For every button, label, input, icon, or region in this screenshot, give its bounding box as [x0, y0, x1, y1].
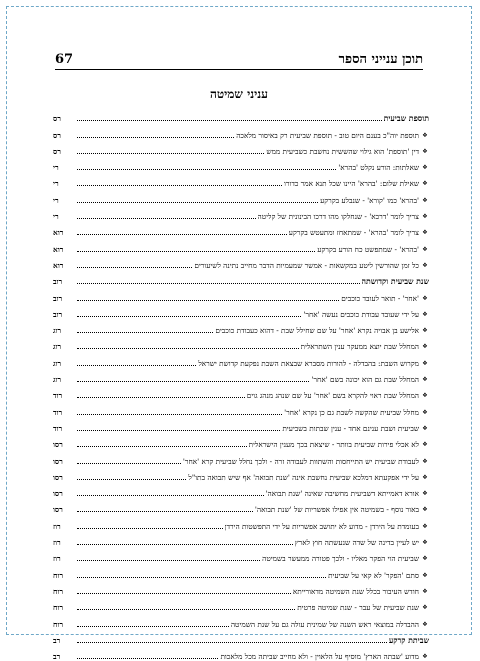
- toc-entry: [53, 596, 429, 612]
- toc-entry: [53, 123, 429, 139]
- toc-entry-text: המחלל שבת גם הוא יכונה בשם 'אחר': [311, 375, 419, 385]
- bullet-icon: ❖: [422, 620, 428, 628]
- toc-entry: [53, 563, 429, 579]
- page-number: 67: [55, 52, 74, 67]
- toc-entry: [53, 319, 429, 335]
- toc-entry-text: מקרוש השבת: בהבדלה - להורות מסברא שבצאת השבת נפקעת קדושת ישראל: [198, 358, 419, 368]
- bullet-icon: ❖: [422, 327, 428, 335]
- toc-entry-text: שנת שביעית של עבר - שנת שמיטה פרטית: [297, 603, 419, 613]
- toc-entry-text: צריך לומר 'בהרא' - שמתאחז ומתעטש בקרקע: [288, 228, 419, 238]
- toc-page-ref: רוד: [53, 407, 63, 417]
- toc-entry-text: באור נוסף - בשמיטה אין אפילו אפשריות של 'שנת תבואה': [254, 505, 419, 515]
- dot-leader: [77, 658, 218, 659]
- toc-entry-text: שנת שביעית וקדושתה: [361, 277, 429, 287]
- toc-page-ref: רי: [53, 179, 59, 189]
- dot-leader: [77, 300, 339, 301]
- toc-entry: [53, 400, 429, 416]
- table-of-contents: [53, 107, 429, 661]
- toc-page-ref: רסו: [53, 456, 63, 466]
- bullet-icon: ❖: [422, 343, 428, 351]
- toc-section-heading: [53, 629, 429, 645]
- toc-page-ref: רוח: [53, 603, 64, 613]
- toc-entry-text: ההבדלה במוצאי ראש השנה של שמינית עולה גם על שנת השמיטה: [230, 619, 419, 629]
- toc-entry: [53, 156, 429, 172]
- dot-leader: [77, 463, 181, 464]
- toc-entry: [53, 417, 429, 433]
- toc-page-ref: רב: [53, 652, 61, 661]
- page-header: [55, 49, 423, 70]
- toc-page-ref: רוג: [53, 358, 62, 368]
- toc-page-ref: רוא: [53, 228, 64, 238]
- toc-page-ref: רסו: [53, 505, 63, 515]
- toc-page-ref: רי: [53, 163, 59, 173]
- toc-entry: [53, 254, 429, 270]
- dot-leader: [77, 185, 282, 186]
- toc-entry: [53, 433, 429, 449]
- toc-page-ref: רי: [53, 195, 59, 205]
- dot-leader: [77, 251, 315, 252]
- toc-page-ref: רוג: [53, 326, 62, 336]
- toc-page-ref: רוב: [53, 277, 63, 287]
- bullet-icon: ❖: [422, 196, 428, 204]
- toc-entry-text: אורא דאמייתא דשביעית מחשיבה שאינה 'שנת תבואה': [265, 489, 419, 499]
- toc-page-ref: רב: [53, 635, 61, 645]
- bullet-icon: ❖: [422, 147, 428, 155]
- dot-leader: [77, 348, 299, 349]
- bullet-icon: ❖: [422, 180, 428, 188]
- toc-entry-text: סתם 'הפקר' לא קאי על שביעית: [328, 570, 419, 580]
- dot-leader: [77, 593, 291, 594]
- bullet-icon: ❖: [422, 229, 428, 237]
- bullet-icon: ❖: [422, 392, 428, 400]
- toc-entry-text: שאילת שלום: 'בהרא' היינו שכל תנא אמר כדורו: [284, 179, 419, 189]
- toc-page-ref: רוח: [53, 586, 64, 596]
- toc-entry: [53, 580, 429, 596]
- toc-entry: [53, 172, 429, 188]
- dot-leader: [77, 169, 336, 170]
- toc-entry-text: מדוע 'שבתה הארץ' מוסיף על הלאוין - ולא מחייב שביתה מכל מלאכות: [220, 652, 419, 661]
- dot-leader: [77, 381, 309, 382]
- toc-page-ref: רסו: [53, 472, 63, 482]
- toc-page-ref: רוב: [53, 293, 63, 303]
- dot-leader: [77, 153, 264, 154]
- toc-page-ref: רוח: [53, 619, 64, 629]
- toc-entry-text: המחלל שבת ראוי להקרא בשם 'אחר' על שם שנהג מנהג גוים: [246, 391, 419, 401]
- bullet-icon: ❖: [422, 131, 428, 139]
- toc-entry-text: 'אחר' - תואר לעובד כוכבים: [341, 293, 419, 303]
- toc-entry-text: על ידי אפקעתא דמלכא שביעית נחשבת אינה 'שנת תבואה' אף שיש תבואה בתו"ל: [188, 472, 419, 482]
- toc-entry: [53, 466, 429, 482]
- toc-section-heading: [53, 107, 429, 123]
- dot-leader: [77, 283, 360, 284]
- bullet-icon: ❖: [422, 261, 428, 269]
- dot-leader: [77, 267, 192, 268]
- bullet-icon: ❖: [422, 587, 428, 595]
- dot-leader: [77, 511, 253, 512]
- toc-entry-text: בעומדת על הירדן - מדוע לא יתושב אפשריות על ידי התפשטות הירדן: [224, 521, 419, 531]
- dot-leader: [77, 316, 301, 317]
- bullet-icon: ❖: [422, 555, 428, 563]
- page-frame: [6, 6, 472, 661]
- dot-leader: [77, 430, 280, 431]
- toc-entry: [53, 237, 429, 253]
- toc-entry-text: תוספת יוה"כ בענם היום טוב - תוספת שביעית רק באיסור מלאכה: [236, 130, 419, 140]
- toc-entry-text: לא אכלי פירות שביעית בוותר - שיצאת בכך מענין הישראלית: [248, 440, 419, 450]
- toc-entry-text: שביתת קרקע: [388, 635, 429, 645]
- toc-entry: [53, 140, 429, 156]
- toc-entry-text: אלישע בן אבויה נקרא 'אחר' על שם שחילל שבת - דהוא כעבודת כוכבים: [215, 326, 419, 336]
- bullet-icon: ❖: [422, 294, 428, 302]
- toc-page-ref: רוא: [53, 260, 64, 270]
- bullet-icon: ❖: [422, 490, 428, 498]
- bullet-icon: ❖: [422, 441, 428, 449]
- toc-entry-text: לעבודת שביעית יש התייחסות והשתוות לעבודה זרה - ולכך נחלל שביעית קרא 'אחר': [182, 456, 419, 466]
- toc-entry-text: 'בהרא' - שמתפשט כח הורע בקרקע: [317, 244, 419, 254]
- toc-entry: [53, 221, 429, 237]
- dot-leader: [77, 560, 260, 561]
- toc-entry: [53, 531, 429, 547]
- toc-page-ref: רוב: [53, 309, 63, 319]
- toc-entry: [53, 645, 429, 661]
- toc-entry-text: מחלל שביעית שהקשה לשבת גם כן נקרא 'אחר': [284, 407, 419, 417]
- toc-entry-text: צריך לומר 'דרכא' - שנחלקו מהו דרכו הבינונית של קליטה: [257, 212, 419, 222]
- toc-page-ref: רס: [53, 130, 61, 140]
- toc-entry-text: המחלל שבת יוצא ממעקר ענין השתראלית: [300, 342, 419, 352]
- toc-page-ref: רס: [53, 146, 61, 156]
- dot-leader: [77, 609, 295, 610]
- toc-page-ref: רוג: [53, 342, 62, 352]
- dot-leader: [77, 544, 293, 545]
- bullet-icon: ❖: [422, 457, 428, 465]
- toc-entry-text: על ידי שעובד עבודת כוכבים נעשה 'אחר': [303, 309, 419, 319]
- dot-leader: [77, 479, 186, 480]
- toc-entry: [53, 482, 429, 498]
- toc-page-ref: רוד: [53, 391, 63, 401]
- bullet-icon: ❖: [422, 653, 428, 661]
- dot-leader: [77, 365, 196, 366]
- toc-entry-text: יש לעיין בדינה של שדה שנעשתה חוץ לארץ: [294, 538, 419, 548]
- bullet-icon: ❖: [422, 506, 428, 514]
- toc-page-ref: רוז: [53, 554, 61, 564]
- dot-leader: [77, 120, 382, 121]
- dot-leader: [77, 414, 282, 415]
- dot-leader: [77, 218, 256, 219]
- toc-entry: [53, 612, 429, 628]
- toc-entry: [53, 498, 429, 514]
- dot-leader: [77, 528, 223, 529]
- toc-page-ref: רוז: [53, 521, 61, 531]
- dot-leader: [77, 202, 318, 203]
- toc-entry: [53, 335, 429, 351]
- toc-entry: [53, 384, 429, 400]
- toc-entry: [53, 368, 429, 384]
- toc-entry: [53, 351, 429, 367]
- dot-leader: [77, 234, 287, 235]
- toc-page-ref: רוג: [53, 375, 62, 385]
- bullet-icon: ❖: [422, 213, 428, 221]
- dot-leader: [77, 577, 326, 578]
- toc-page-ref: רוד: [53, 423, 63, 433]
- bullet-icon: ❖: [422, 604, 428, 612]
- toc-page-ref: רוז: [53, 538, 61, 548]
- toc-entry: [53, 449, 429, 465]
- dot-leader: [77, 332, 213, 333]
- toc-entry: [53, 547, 429, 563]
- toc-entry-text: שאלתות: הורע נקלט 'בהרא': [338, 163, 419, 173]
- toc-page-ref: רסו: [53, 440, 63, 450]
- toc-entry: [53, 188, 429, 204]
- toc-entry-text: דין 'תוספת' הוא גילוי שהששית נחשבת כשביעית ממש: [266, 146, 419, 156]
- running-title: תוכן ענייני הספר: [338, 52, 423, 67]
- toc-entry: [53, 514, 429, 530]
- toc-page-ref: רוח: [53, 570, 64, 580]
- toc-entry-text: כל זמן שהורשין ליטע במקשאות - אמשר שמעמיות הדבר מחייב נתינה לשיעורים: [194, 260, 419, 270]
- toc-page-ref: רוא: [53, 244, 64, 254]
- bullet-icon: ❖: [422, 571, 428, 579]
- toc-entry: [53, 303, 429, 319]
- bullet-icon: ❖: [422, 522, 428, 530]
- bullet-icon: ❖: [422, 424, 428, 432]
- dot-leader: [77, 137, 234, 138]
- toc-entry-text: חודש העיבור בכלל שנת השמיטה מדאורייתא: [292, 586, 419, 596]
- bullet-icon: ❖: [422, 408, 428, 416]
- dot-leader: [77, 446, 247, 447]
- toc-entry-text: 'בהרא' כמו 'קורא' - שנבלע בקרקע: [320, 195, 419, 205]
- dot-leader: [77, 495, 264, 496]
- toc-entry-text: שביעית ושבת ענינם אחד - ענין שבתות בשביעית: [282, 423, 419, 433]
- toc-entry: [53, 205, 429, 221]
- bullet-icon: ❖: [422, 164, 428, 172]
- toc-section-heading: [53, 270, 429, 286]
- toc-page-ref: רסו: [53, 489, 63, 499]
- bullet-icon: ❖: [422, 539, 428, 547]
- section-title: עניני שמיטה: [210, 87, 268, 101]
- toc-page-ref: רס: [53, 114, 61, 124]
- bullet-icon: ❖: [422, 359, 428, 367]
- toc-page-ref: רי: [53, 212, 59, 222]
- toc-entry: [53, 286, 429, 302]
- toc-entry-text: שביעית הוי הפקר מאליו - ולכך פטורה ממעשר בשמיטה: [262, 554, 419, 564]
- bullet-icon: ❖: [422, 310, 428, 318]
- dot-leader: [77, 397, 245, 398]
- bullet-icon: ❖: [422, 473, 428, 481]
- bullet-icon: ❖: [422, 376, 428, 384]
- toc-entry-text: תוספת שביעית: [383, 114, 429, 124]
- dot-leader: [77, 626, 229, 627]
- bullet-icon: ❖: [422, 245, 428, 253]
